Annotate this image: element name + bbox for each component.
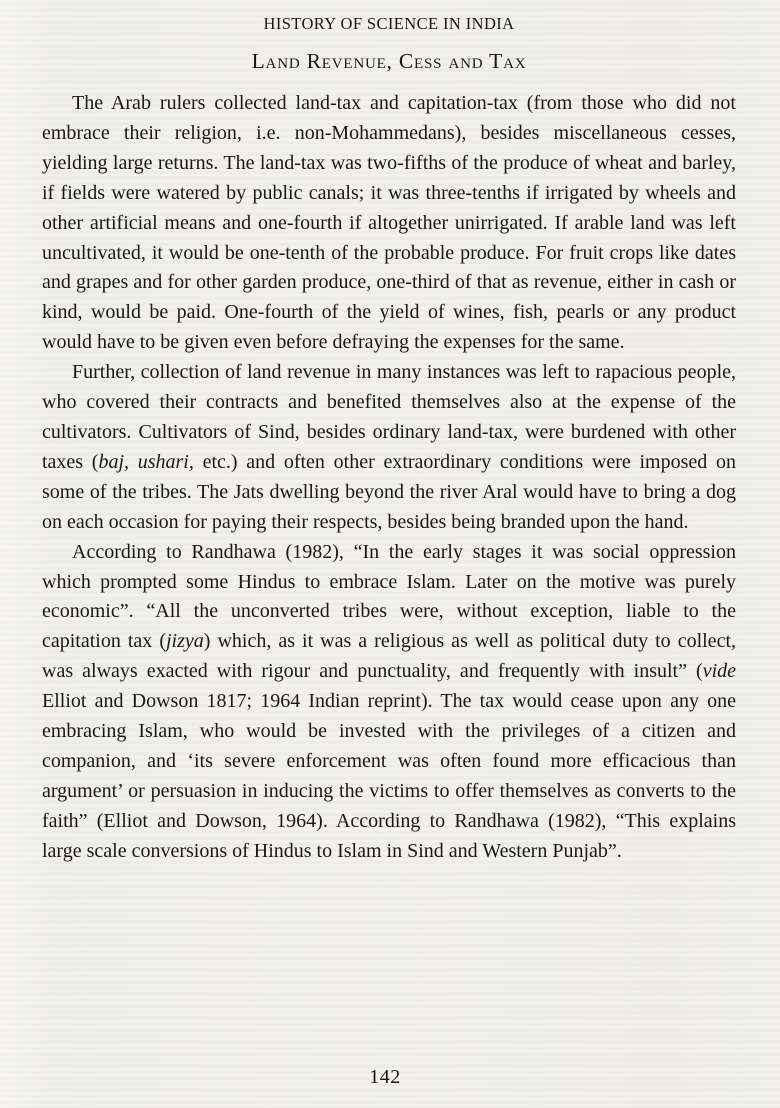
paragraph-3-italic-jizya: jizya <box>166 630 204 653</box>
paragraph-1-text: The Arab rulers collected land-tax and capitation-tax (from those who did not embrace their religion, i.e. non-Mohammedans), besides miscellaneous cesses, yielding large returns. The land-tax was two-fifths of the produce of wheat and barley, if fields were watered by public canals; it was three-tenths if irrigated by wheels and other artificial means and one-fourth if altogether unirrigated. If arable land was left uncultivated, it would be one-tenth of the probable produce. For fruit crops like dates and grapes and for other garden produce, one-third of that as revenue, either in cash or kind, would be paid. One-fourth of the yield of wines, fish, pearls or any product would have to be given even before defraying the expenses for the same. <box>42 92 736 354</box>
paragraph-3-italic-vide: vide <box>702 660 736 683</box>
page-body <box>42 89 736 867</box>
section-title: Land Revenue, Cess and Tax <box>251 49 527 73</box>
paragraph-2-text-cont: etc.) and often other extraordinary conditions were imposed on some of the tribes. The Jats dwelling beyond the river Aral would have to bring a dog on each occasion for paying their respects, besides being branded upon the hand. <box>42 450 736 533</box>
running-header: HISTORY OF SCIENCE IN INDIA <box>263 14 515 33</box>
paragraph-3-text: According to Randhawa (1982), “In the early stages it was social oppression which prompted some Hindus to embrace Islam. Later on the motive was purely economic”. “All the unconverted tribes were, without exception, liable to the capitation tax ( <box>42 540 736 653</box>
paragraph-2-italic-terms: baj, ushari, <box>98 450 194 473</box>
paragraph-3-text-end: Elliot and Dowson 1817; 1964 Indian reprint). The tax would cease upon any one embracing Islam, who would be invested with the privileges of a citizen and companion, and ‘its severe enforcement was often found more efficacious than argument’ or persuasion in inducing the victims to offer themselves as converts to the faith” (Elliot and Dowson, 1964). According to Randhawa (1982), “This explains large scale conversions of Hindus to Islam in Sind and Western Punjab”. <box>42 690 736 862</box>
paragraph-2 <box>42 358 736 537</box>
page-number: 142 <box>369 1066 401 1088</box>
paragraph-3-text-cont: ) which, as it was a religious as well as political duty to collect, was always exacted with rigour and punctuality, and frequently with insult” ( <box>42 630 736 683</box>
paragraph-1 <box>42 89 736 358</box>
paragraph-3 <box>42 538 736 867</box>
paragraph-2-text: Further, collection of land revenue in many instances was left to rapacious people, who covered their contracts and benefited themselves also at the expense of the cultivators. Cultivators of Sind, besides ordinary land-tax, were burdened with other taxes ( <box>42 361 736 473</box>
